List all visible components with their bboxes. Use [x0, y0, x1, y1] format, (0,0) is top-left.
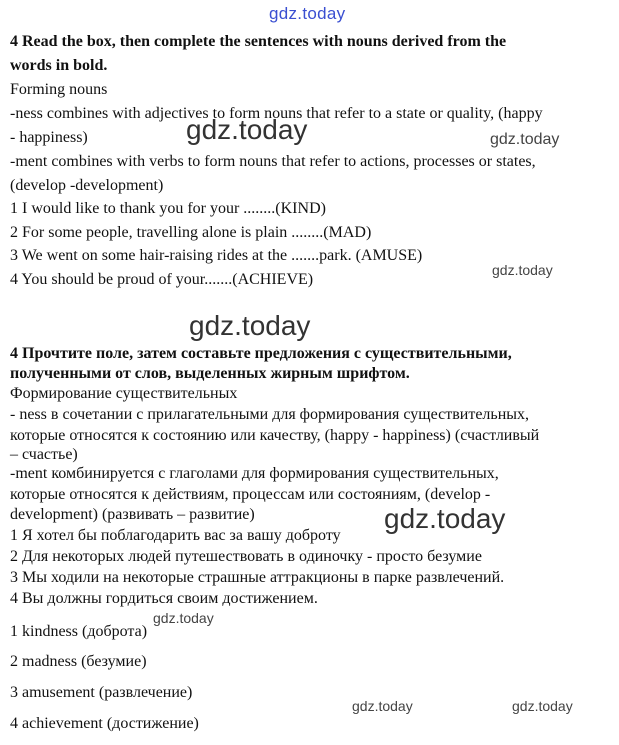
- sentence: 2 For some people, travelling alone is plain ........(MAD): [10, 224, 372, 241]
- answer: 3 amusement (развлечение): [10, 684, 193, 701]
- answer: 2 madness (безумие): [10, 653, 147, 670]
- watermark: gdz.today: [186, 114, 308, 145]
- translation-box-title: Формирование существительных: [10, 385, 238, 402]
- translation-rule-ment: -ment комбинируется с глаголами для формирования существительных,: [10, 465, 499, 482]
- watermark: gdz.today: [352, 698, 413, 714]
- watermark: gdz.today: [512, 698, 573, 714]
- exercise-heading-cont: words in bold.: [10, 57, 108, 74]
- translation-sentence: 3 Мы ходили на некоторые страшные аттракционы в парке развлечений.: [10, 569, 505, 586]
- sentence: 3 We went on some hair-raising rides at the .......park. (AMUSE): [10, 247, 423, 264]
- rule-ment-cont: (develop -development): [10, 177, 164, 194]
- watermark: gdz.today: [490, 131, 560, 148]
- watermark: gdz.today: [492, 262, 553, 278]
- translation-sentence: 2 Для некоторых людей путешествовать в одиночку - просто безумие: [10, 548, 482, 565]
- translation-rule-ness-cont2: – счастье): [10, 446, 78, 463]
- translation-rule-ment-cont: которые относятся к действиям, процессам или состояниям, (develop -: [10, 486, 491, 503]
- rule-ment: -ment combines with verbs to form nouns that refer to actions, processes or states,: [10, 153, 536, 170]
- exercise-heading: 4 Read the box, then complete the sentences with nouns derived from the: [10, 33, 507, 50]
- translation-heading-cont: полученными от слов, выделенных жирным шрифтом.: [10, 365, 410, 382]
- answer: 4 achievement (достижение): [10, 715, 199, 732]
- answer: 1 kindness (доброта): [10, 623, 148, 640]
- translation-rule-ness-cont: которые относятся к состоянию или качеству, (happy - happiness) (счастливый: [10, 427, 540, 444]
- watermark: gdz.today: [153, 610, 214, 626]
- rule-ness-cont: - happiness): [10, 129, 88, 146]
- translation-rule-ness: - ness в сочетании с прилагательными для формирования существительных,: [10, 406, 530, 423]
- translation-rule-ment-cont2: development) (развивать – развитие): [10, 506, 255, 523]
- rule-ness: -ness combines with adjectives to form nouns that refer to a state or quality, (happy: [10, 105, 543, 122]
- translation-sentence: 1 Я хотел бы поблагодарить вас за вашу доброту: [10, 527, 341, 544]
- translation-heading: 4 Прочтите поле, затем составьте предложения с существительными,: [10, 345, 512, 362]
- watermark: gdz.today: [384, 503, 506, 534]
- box-title: Forming nouns: [10, 81, 108, 98]
- sentence: 1 I would like to thank you for your ........(KIND): [10, 200, 326, 217]
- sentence: 4 You should be proud of your.......(ACHIEVE): [10, 271, 314, 288]
- watermark-top: gdz.today: [269, 4, 346, 23]
- watermark: gdz.today: [189, 310, 311, 341]
- translation-sentence: 4 Вы должны гордиться своим достижением.: [10, 590, 318, 607]
